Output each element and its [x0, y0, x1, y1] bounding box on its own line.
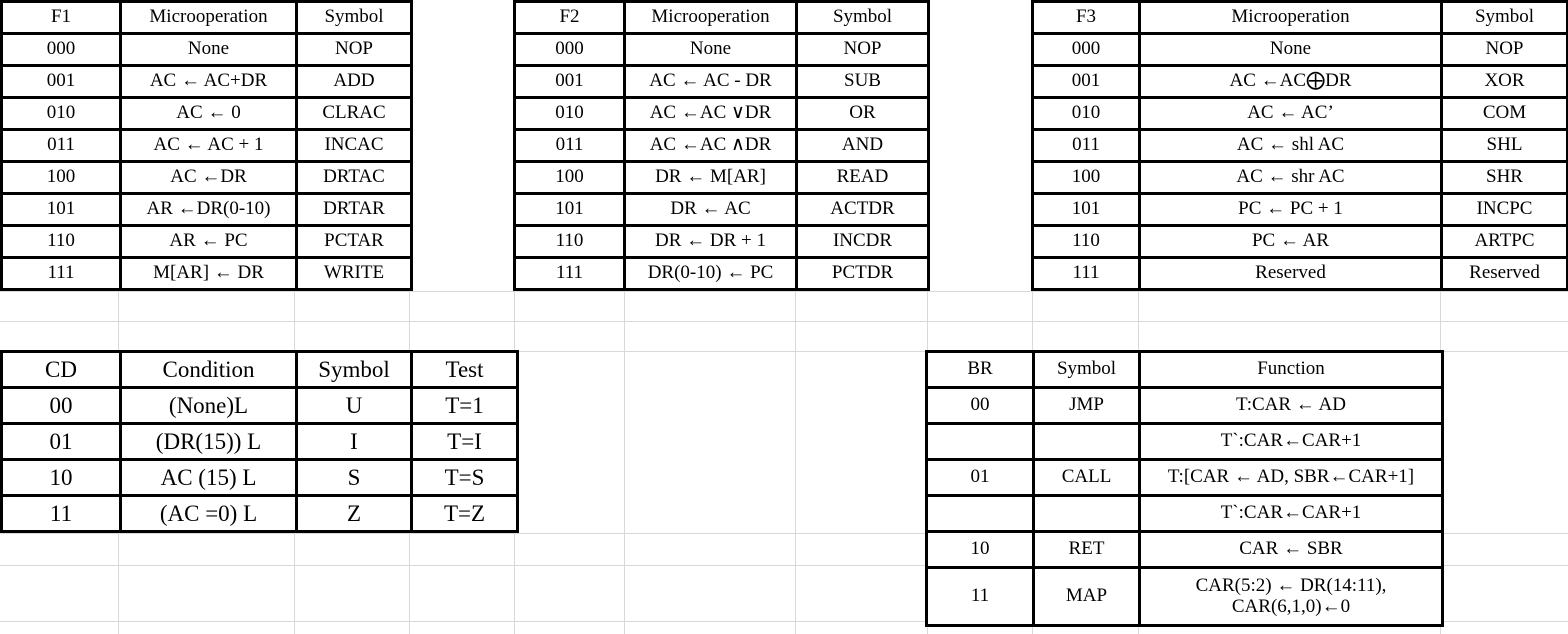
grid-row-line: [0, 321, 1568, 322]
br-table-cell: MAP: [1034, 568, 1140, 626]
f3-table-cell: 000: [1033, 34, 1140, 66]
f1-table-cell: AR ← PC: [121, 226, 297, 258]
f1-header-row: [2, 2, 412, 34]
f3-header-cell: Microoperation: [1140, 2, 1442, 34]
f1-table-cell: 100: [2, 162, 121, 194]
cd-table-cell: S: [297, 460, 412, 496]
f3-table-row: [1033, 258, 1568, 290]
f3-table-cell: AC ←AC⨁DR: [1140, 66, 1442, 98]
f1-table-cell: M[AR] ← DR: [121, 258, 297, 290]
f2-table-cell: AC ←AC ∨DR: [625, 98, 797, 130]
br-table-cell: [1034, 424, 1140, 460]
br-table-row: [927, 460, 1443, 496]
br-table-cell: RET: [1034, 532, 1140, 568]
f2-header-cell: F2: [515, 2, 625, 34]
f3-table-row: [1033, 226, 1568, 258]
f2-header-row: [515, 2, 929, 34]
f3-table-row: [1033, 98, 1568, 130]
f2-table-cell: DR ← M[AR]: [625, 162, 797, 194]
br-header-row: [927, 352, 1443, 388]
f1-table-cell: AC ← AC + 1: [121, 130, 297, 162]
f3-table-cell: 101: [1033, 194, 1140, 226]
f3-table-cell: COM: [1442, 98, 1568, 130]
f3-table-cell: INCPC: [1442, 194, 1568, 226]
f1-table-cell: CLRAC: [297, 98, 412, 130]
f2-table-row: [515, 194, 929, 226]
cd-table-row: [2, 496, 518, 532]
f1-header-cell: F1: [2, 2, 121, 34]
br-table-cell: T`:CAR←CAR+1: [1140, 424, 1443, 460]
f3-table-cell: AC ← shr AC: [1140, 162, 1442, 194]
f2-table-row: [515, 98, 929, 130]
f1-table-cell: ADD: [297, 66, 412, 98]
br-table-cell: 11: [927, 568, 1034, 626]
f2-table-cell: 100: [515, 162, 625, 194]
f1-table-cell: 010: [2, 98, 121, 130]
f3-table-cell: AC ← AC’: [1140, 98, 1442, 130]
f2-table-cell: 011: [515, 130, 625, 162]
cd-table-cell: 10: [2, 460, 121, 496]
f1-table-cell: AC ← 0: [121, 98, 297, 130]
f2-table-cell: AND: [797, 130, 929, 162]
f2-table-cell: INCDR: [797, 226, 929, 258]
f2-table-row: [515, 130, 929, 162]
cd-table-cell: (DR(15)) L: [121, 424, 297, 460]
f2-table-cell: OR: [797, 98, 929, 130]
f1-table-cell: NOP: [297, 34, 412, 66]
f3-table-cell: SHL: [1442, 130, 1568, 162]
cd-header-cell: Symbol: [297, 352, 412, 388]
cd-table-cell: I: [297, 424, 412, 460]
br-table-cell: [1034, 496, 1140, 532]
br-table-cell: JMP: [1034, 388, 1140, 424]
f2-table-cell: SUB: [797, 66, 929, 98]
f2-table-body: [515, 2, 929, 290]
br-table-row: [927, 568, 1443, 626]
br-table-cell: [927, 496, 1034, 532]
br-header-cell: Symbol: [1034, 352, 1140, 388]
f2-table-cell: ACTDR: [797, 194, 929, 226]
f3-microoperation-table: [1031, 0, 1568, 291]
cd-table-cell: T=I: [412, 424, 518, 460]
cd-table-cell: 11: [2, 496, 121, 532]
f2-table-row: [515, 162, 929, 194]
f1-table-cell: DRTAC: [297, 162, 412, 194]
br-table-body: [927, 352, 1443, 626]
f3-table-cell: 110: [1033, 226, 1140, 258]
br-table-row: [927, 496, 1443, 532]
f2-table-cell: DR ← AC: [625, 194, 797, 226]
f3-table-row: [1033, 194, 1568, 226]
f1-table-row: [2, 162, 412, 194]
f2-table-cell: DR(0-10) ← PC: [625, 258, 797, 290]
f1-table-cell: WRITE: [297, 258, 412, 290]
f1-table-row: [2, 258, 412, 290]
cd-table-cell: (AC =0) L: [121, 496, 297, 532]
f2-table-cell: PCTDR: [797, 258, 929, 290]
f3-header-row: [1033, 2, 1568, 34]
f3-table-cell: XOR: [1442, 66, 1568, 98]
br-table-cell: 00: [927, 388, 1034, 424]
f2-table-row: [515, 34, 929, 66]
cd-table-row: [2, 424, 518, 460]
f3-table-cell: Reserved: [1140, 258, 1442, 290]
br-table-cell: T:CAR ← AD: [1140, 388, 1443, 424]
br-table-cell: 10: [927, 532, 1034, 568]
cd-table-cell: T=1: [412, 388, 518, 424]
f3-table-cell: PC ← AR: [1140, 226, 1442, 258]
cd-header-cell: Condition: [121, 352, 297, 388]
f1-table-cell: AC ←DR: [121, 162, 297, 194]
br-table-cell: CALL: [1034, 460, 1140, 496]
f1-table-row: [2, 130, 412, 162]
cd-table-cell: 01: [2, 424, 121, 460]
f3-table-row: [1033, 130, 1568, 162]
f3-table-cell: AC ← shl AC: [1140, 130, 1442, 162]
br-header-cell: BR: [927, 352, 1034, 388]
f2-header-cell: Symbol: [797, 2, 929, 34]
cd-header-cell: CD: [2, 352, 121, 388]
f1-table-cell: DRTAR: [297, 194, 412, 226]
f2-table-cell: NOP: [797, 34, 929, 66]
cd-header-row: [2, 352, 518, 388]
br-table-cell: 01: [927, 460, 1034, 496]
f3-table-cell: ARTPC: [1442, 226, 1568, 258]
f3-table-cell: 111: [1033, 258, 1140, 290]
cd-header-cell: Test: [412, 352, 518, 388]
f2-table-row: [515, 226, 929, 258]
f2-table-cell: 000: [515, 34, 625, 66]
f1-header-cell: Symbol: [297, 2, 412, 34]
f1-table-cell: None: [121, 34, 297, 66]
cd-table-cell: AC (15) L: [121, 460, 297, 496]
f3-header-cell: Symbol: [1442, 2, 1568, 34]
f2-table-cell: READ: [797, 162, 929, 194]
f1-table-row: [2, 226, 412, 258]
br-table-row: [927, 532, 1443, 568]
f3-table-cell: 001: [1033, 66, 1140, 98]
f2-table-cell: 101: [515, 194, 625, 226]
f2-table-cell: 111: [515, 258, 625, 290]
f2-header-cell: Microoperation: [625, 2, 797, 34]
f1-table-body: [2, 2, 412, 290]
condition-table: [0, 350, 519, 533]
f1-table-cell: PCTAR: [297, 226, 412, 258]
f2-microoperation-table: [513, 0, 930, 291]
cd-table-body: [2, 352, 518, 532]
br-table-cell: [927, 424, 1034, 460]
f3-table-cell: PC ← PC + 1: [1140, 194, 1442, 226]
cd-table-row: [2, 388, 518, 424]
f3-header-cell: F3: [1033, 2, 1140, 34]
f1-table-cell: 111: [2, 258, 121, 290]
f1-table-cell: 000: [2, 34, 121, 66]
cd-table-cell: Z: [297, 496, 412, 532]
cd-table-row: [2, 460, 518, 496]
f3-table-cell: NOP: [1442, 34, 1568, 66]
f1-table-row: [2, 66, 412, 98]
f3-table-row: [1033, 34, 1568, 66]
f1-table-cell: 101: [2, 194, 121, 226]
cd-table-cell: (None)L: [121, 388, 297, 424]
f1-table-cell: AC ← AC+DR: [121, 66, 297, 98]
cd-table-cell: T=Z: [412, 496, 518, 532]
br-header-cell: Function: [1140, 352, 1443, 388]
f1-table-row: [2, 98, 412, 130]
f1-table-row: [2, 34, 412, 66]
f3-table-cell: Reserved: [1442, 258, 1568, 290]
f3-table-cell: SHR: [1442, 162, 1568, 194]
cd-table-cell: U: [297, 388, 412, 424]
cd-table-cell: T=S: [412, 460, 518, 496]
f2-table-row: [515, 258, 929, 290]
f2-table-cell: DR ← DR + 1: [625, 226, 797, 258]
f3-table-body: [1033, 2, 1568, 290]
cd-table-cell: 00: [2, 388, 121, 424]
f3-table-row: [1033, 162, 1568, 194]
br-table-cell: CAR ← SBR: [1140, 532, 1443, 568]
f2-table-cell: 001: [515, 66, 625, 98]
f1-table-cell: AR ←DR(0-10): [121, 194, 297, 226]
f2-table-cell: 110: [515, 226, 625, 258]
f1-microoperation-table: [0, 0, 413, 291]
branch-table: [925, 350, 1444, 627]
f2-table-cell: None: [625, 34, 797, 66]
f2-table-cell: AC ← AC - DR: [625, 66, 797, 98]
br-table-cell: T`:CAR←CAR+1: [1140, 496, 1443, 532]
f1-header-cell: Microoperation: [121, 2, 297, 34]
f1-table-row: [2, 194, 412, 226]
f1-table-cell: INCAC: [297, 130, 412, 162]
br-table-cell: CAR(5:2) ← DR(14:11), CAR(6,1,0)←0: [1140, 568, 1443, 626]
f1-table-cell: 110: [2, 226, 121, 258]
br-table-cell: T:[CAR ← AD, SBR←CAR+1]: [1140, 460, 1443, 496]
f3-table-cell: None: [1140, 34, 1442, 66]
f1-table-cell: 001: [2, 66, 121, 98]
grid-row-line: [0, 291, 1568, 292]
f2-table-row: [515, 66, 929, 98]
f3-table-cell: 100: [1033, 162, 1140, 194]
f3-table-cell: 010: [1033, 98, 1140, 130]
f2-table-cell: 010: [515, 98, 625, 130]
f3-table-cell: 011: [1033, 130, 1140, 162]
br-table-row: [927, 424, 1443, 460]
f2-table-cell: AC ←AC ∧DR: [625, 130, 797, 162]
br-table-row: [927, 388, 1443, 424]
f3-table-row: [1033, 66, 1568, 98]
f1-table-cell: 011: [2, 130, 121, 162]
